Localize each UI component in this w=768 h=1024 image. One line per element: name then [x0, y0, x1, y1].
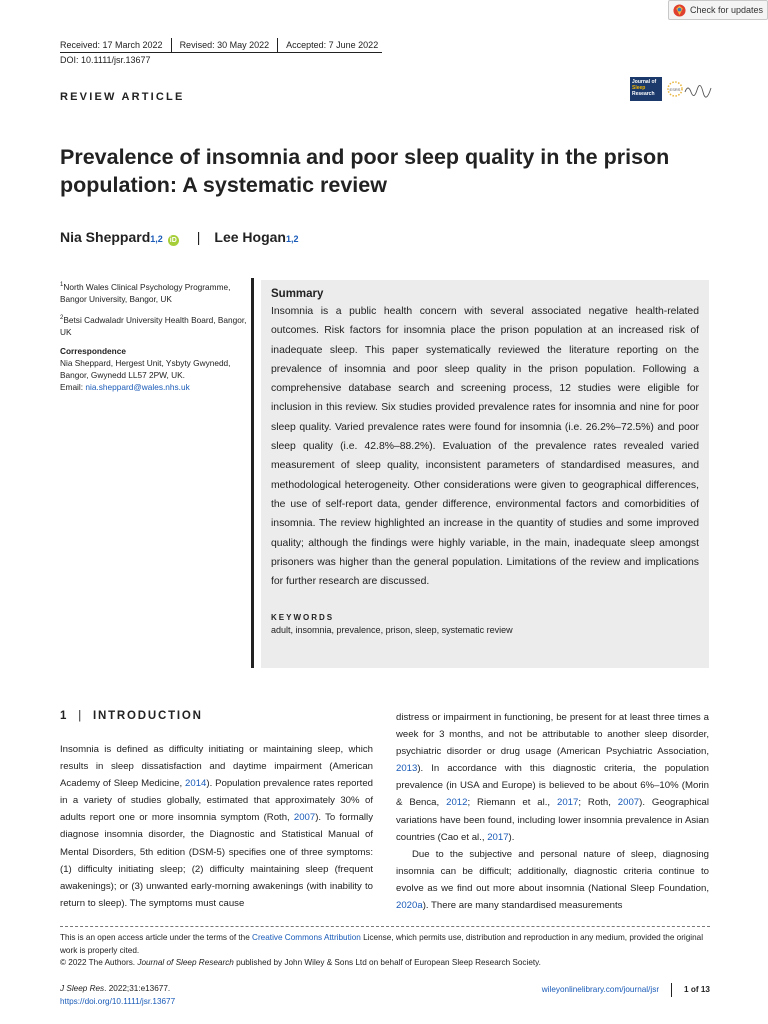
summary-box	[261, 280, 709, 668]
affiliation-text: Betsi Cadwaladr University Health Board, Bangor, UK	[60, 314, 247, 337]
divider	[171, 38, 172, 52]
text-run: Insomnia is defined as difficulty initiating or maintaining sleep, which results in sleep dissatisfaction and daytime impairment (American Academy of Sleep Medicine,	[60, 744, 373, 790]
author-affiliation-sup[interactable]: 1,2	[150, 234, 163, 244]
revised-date: Revised: 30 May 2022	[179, 40, 270, 50]
license-text	[60, 932, 710, 957]
correspondence-address: Nia Sheppard, Hergest Unit, Ysbyty Gwynedd, Bangor, Gwynedd LL57 2PW, UK.	[60, 357, 231, 380]
text-run: This is an open access article under the terms of the	[60, 933, 253, 942]
text-run: © 2022 The Authors.	[60, 958, 138, 967]
text-run: Due to the subjective and personal nature of sleep, diagnosing insomnia can be difficult; additionally, diagnostic criteria continue to evolve as we find out more about insomnia (National Sleep Foundation,	[396, 848, 709, 894]
doi: DOI: 10.1111/jsr.13677	[60, 55, 151, 65]
author-name[interactable]: Lee Hogan	[214, 229, 286, 245]
text-run: ; Riemann et al.,	[467, 797, 557, 809]
section-pipe: |	[78, 710, 83, 722]
text-run: ; Roth,	[578, 797, 618, 809]
citation-link[interactable]: 2017	[557, 797, 579, 809]
divider	[277, 38, 278, 52]
citation-link[interactable]: 2020a	[396, 900, 423, 912]
footer-right	[542, 983, 710, 997]
page-footer	[60, 983, 710, 1008]
dates-line	[60, 38, 378, 52]
license-link[interactable]: Creative Commons Attribution	[252, 933, 361, 942]
paragraph	[60, 741, 373, 912]
affiliation-text: North Wales Clinical Psychology Programme, Bangor University, Bangor, UK	[60, 281, 231, 304]
keywords-heading: KEYWORDS	[271, 613, 335, 623]
authors	[60, 229, 299, 246]
text-run: License, which permits use, distribution and reproduction in any medium, provided the original work is properly cited.	[60, 933, 704, 955]
page-number: 1 of 13	[684, 984, 710, 994]
text-run: ). Population prevalence rates reported in a variety of studies globally, estimated that approximately 30% of adults report one or more insomnia symptom (Roth,	[60, 778, 373, 824]
affiliation-sup: 2	[60, 314, 64, 321]
email-label: Email:	[60, 381, 86, 392]
journal-logo	[630, 77, 662, 101]
text-run: ).	[508, 831, 515, 843]
keywords-list: adult, insomnia, prevalence, prison, sleep, systematic review	[271, 625, 513, 636]
journal-logo-line: Sleep	[632, 85, 646, 91]
copyright-text	[60, 957, 710, 970]
citation-link[interactable]: 2007	[293, 812, 316, 824]
citation-link[interactable]: 2012	[446, 797, 468, 809]
affiliation-sup: 1	[60, 282, 64, 288]
section-number: 1	[60, 710, 69, 722]
body-column-left	[60, 741, 373, 912]
text-run: distress or impairment in functioning, be present for at least three times a week for 3 months, and not be attributable to another sleep disorder, psychiatric disorder or drug usage (American Psychiatric Association,	[396, 712, 709, 758]
article-title: Prevalence of insomnia and poor sleep quality in the prison population: A systematic review	[60, 145, 670, 197]
journal-site-link[interactable]: wileyonlinelibrary.com/journal/jsr	[541, 984, 660, 994]
author-affiliation-sup[interactable]: 1,2	[285, 234, 299, 244]
correspondence-heading: Correspondence	[60, 345, 126, 356]
affiliations	[60, 279, 250, 400]
paragraph	[396, 846, 709, 914]
summary-bar	[251, 278, 254, 668]
citation-link[interactable]: 2017	[487, 831, 509, 843]
correspondence-email-line	[60, 381, 250, 393]
license-note	[60, 932, 710, 970]
journal-name: Journal of Sleep Research	[137, 958, 234, 967]
affiliation-1	[60, 279, 250, 305]
affiliation-2	[60, 312, 250, 338]
footnote-rule	[60, 926, 710, 927]
check-for-updates-button[interactable]	[668, 0, 768, 20]
section-heading	[60, 710, 203, 722]
check-for-updates-label: Check for updates	[690, 5, 764, 15]
author-separator: |	[196, 229, 201, 245]
summary-text: Insomnia is a public health concern with several associated negative health-related outcomes. Risk factors for insomnia place the prison population at an increased risk of inadequate sleep. This paper systematically reviewed the literature reporting on the prevalence of insomnia and poor sleep quality in the prison population. Following a comprehensive database search and screening process, 12 studies were eligible for inclusion in this review. Six studies provided prevalence rates for insomnia and nine for poor sleep quality. Varied prevalence rates were found for insomnia (i.e. 26.2%–72.5%) and poor sleep quality (i.e. 42.8%–88.2%). Evaluation of the prevalence rates revealed varied measurement of sleep quality, inconsistent parameters of standardised measures, and methodological heterogeneity. Other considerations were given to geographical differences, the use of self-report data, gender difference, environmental factors and comorbidities of insomnia. The review highlighted an increase in the quantity of studies and some improved quality; although the findings were highly variable, in the main, inadequate sleep amongst prisoners was higher than the general population. Limitations of the review and implications for further research are discussed.	[271, 306, 699, 588]
esrs-logo-icon	[666, 78, 714, 100]
email-link[interactable]: nia.sheppard@wales.nhs.uk	[85, 381, 190, 392]
doi-link[interactable]: https://doi.org/10.1111/jsr.13677	[60, 996, 176, 1006]
journal-logo-line: Research	[632, 91, 655, 97]
text-run: published by John Wiley & Sons Ltd on behalf of European Sleep Research Society.	[233, 958, 541, 967]
divider	[671, 983, 672, 997]
text-run: ). There are many standardised measurements	[422, 900, 623, 912]
article-type: REVIEW ARTICLE	[60, 91, 185, 103]
crossmark-icon	[673, 4, 686, 17]
header-rule	[60, 52, 382, 53]
section-title: INTRODUCTION	[93, 710, 203, 722]
text-run: ). In accordance with this diagnostic criteria, the population prevalence (in USA and Europe) is believed to be about 6%–10% (Morin & Benca,	[396, 763, 709, 809]
citation-link[interactable]: 2013	[396, 763, 418, 775]
author-name[interactable]: Nia Sheppard	[60, 229, 151, 245]
orcid-icon[interactable]: iD	[169, 237, 177, 244]
citation-link[interactable]: 2014	[185, 778, 207, 790]
received-date: Received: 17 March 2022	[60, 40, 163, 50]
citation-link[interactable]: 2007	[617, 797, 640, 809]
paragraph	[396, 709, 709, 846]
citation-text: . 2022;31:e13677.	[104, 984, 171, 993]
accepted-date: Accepted: 7 June 2022	[286, 40, 379, 50]
body-column-right	[396, 709, 709, 914]
summary-heading: Summary	[271, 288, 324, 300]
svg-text:ESRS: ESRS	[669, 87, 681, 92]
text-run: ). Geographical variations have been found, including lower insomnia prevalence in Asian countries (Cao et al.,	[396, 797, 709, 843]
journal-abbrev: J Sleep Res	[60, 984, 105, 993]
text-run: ). To formally diagnose insomnia disorder, the Diagnostic and Statistical Manual of Mental Disorders, 5th edition (DSM-5) specifies one of three symptoms: (1) difficulty initiating sleep; (2) difficulty maintaining sleep (frequent awakenings); or (3) unwanted early-morning awakenings (with inability to return to sleep). The symptoms must cause	[60, 812, 373, 909]
journal-logo-line: Journal of	[632, 79, 657, 85]
